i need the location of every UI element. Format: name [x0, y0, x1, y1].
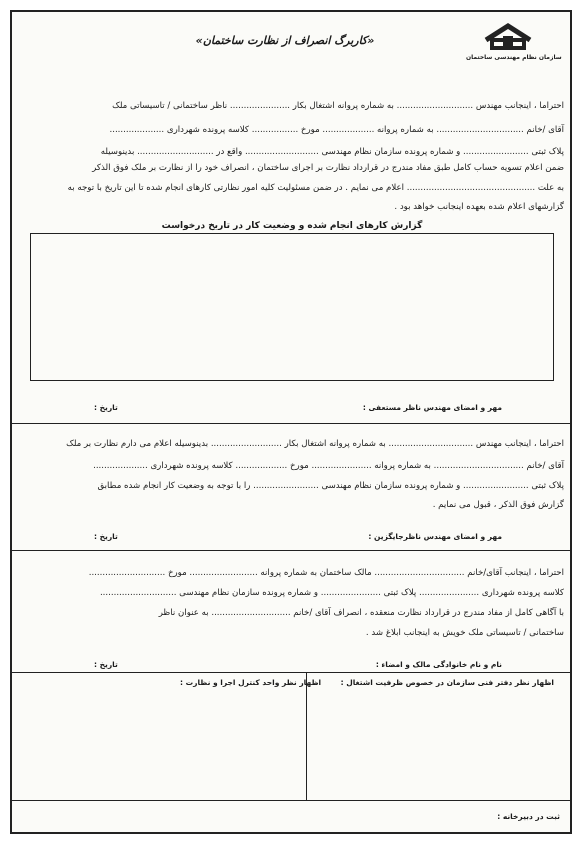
s1-date-label: تاریخ : [94, 403, 118, 412]
s2-sign-label: مهر و امضای مهندس ناظرجایگزین : [368, 532, 502, 541]
registry-label: ثبت در دبیرخانه : [497, 812, 560, 821]
form-title: «کاربرگ انصراف از نظارت ساختمان» [195, 34, 375, 47]
tech-office-label: اظهار نظر دفتر فنی سازمان در خصوص ظرفیت اشتغال : [340, 678, 554, 687]
divider-4 [10, 800, 572, 801]
divider-1 [10, 423, 572, 424]
s3-line-1: احتراما ، اینجانب آقای/خانم ................................. مالک ساختمان به شماره پروانه ......................... مورخ ............................ [88, 568, 564, 578]
s3-line-4: ساختمانی / تاسیساتی ملک خویش به اینجانب ابلاغ شد . [365, 628, 564, 638]
bottom-column-divider [306, 672, 307, 800]
s1-line-2: آقای /خانم ................................ به شماره پروانه ................... مورخ ................. کلاسه پرونده شهرداری .................... [109, 125, 564, 135]
report-box[interactable] [30, 233, 554, 381]
report-title: گزارش کارهای انجام شده و وضعیت کار در تاریخ درخواست [161, 221, 423, 231]
s2-line-2: آقای /خانم ................................. به شماره پروانه ...................... مورخ ................... کلاسه پرونده شهرداری .................... [93, 461, 564, 471]
divider-3 [10, 672, 572, 673]
org-logo-icon [482, 22, 534, 52]
s1-line-1: احتراما ، اینجانب مهندس ............................ به شماره پروانه اشتغال بکار ...................... ناظر ساختمانی / تاسیساتی ملک [112, 101, 564, 111]
s3-line-2: کلاسه پرونده شهرداری ...................... پلاک ثبتی ...................... و شماره پرونده سازمان نظام مهندسی ............................ [99, 588, 564, 598]
control-unit-label: اظهار نظر واحد کنترل اجرا و نظارت : [180, 678, 322, 687]
s3-sign-label: نام و نام خانوادگی مالک و امضاء : [375, 660, 502, 669]
s1-line-5: به علت ............................................... اعلام می نمایم . در ضمن مسئولیت کلیه امور نظارتی کارهای انجام شده تا این تاریخ با توجه به [67, 183, 564, 193]
s3-date-label: تاریخ : [94, 660, 118, 669]
s1-sign-label: مهر و امضای مهندس ناظر مستعفی : [362, 403, 502, 412]
s1-line-3: پلاک ثبتی ........................ و شماره پرونده سازمان نظام مهندسی ........................... واقع در ............................ بدینوسیله [100, 147, 564, 157]
org-logo [466, 22, 562, 61]
s2-date-label: تاریخ : [94, 532, 118, 541]
divider-2 [10, 550, 572, 551]
s2-line-1: احتراما ، اینجانب مهندس ............................... به شماره پروانه اشتغال بکار .......................... بدینوسیله اعلام می دارم نظارت بر ملک [66, 439, 564, 449]
s1-line-4: ضمن اعلام تسویه حساب کامل طبق مفاد مندرج در قرارداد نظارت بر اجرای ساختمان ، انصراف خود را از نظارت بر ملک فوق الذکر [92, 163, 564, 173]
s2-line-3: پلاک ثبتی ........................ و شماره پرونده سازمان نظام مهندسی ........................ را با توجه به وضعیت کار انجام شده مطابق [97, 481, 564, 491]
s1-line-6: گزارشهای اعلام شده بعهده اینجانب خواهد بود . [394, 202, 564, 212]
org-caption: سازمان نظام مهندسی ساختمان [466, 54, 562, 61]
s3-line-3: با آگاهی کامل از مفاد مندرج در قرارداد نظارت منعقده ، انصراف آقای /خانم ............................. به عنوان ناظر [158, 608, 564, 618]
s2-line-4: گزارش فوق الذکر ، قبول می نمایم . [432, 500, 564, 510]
